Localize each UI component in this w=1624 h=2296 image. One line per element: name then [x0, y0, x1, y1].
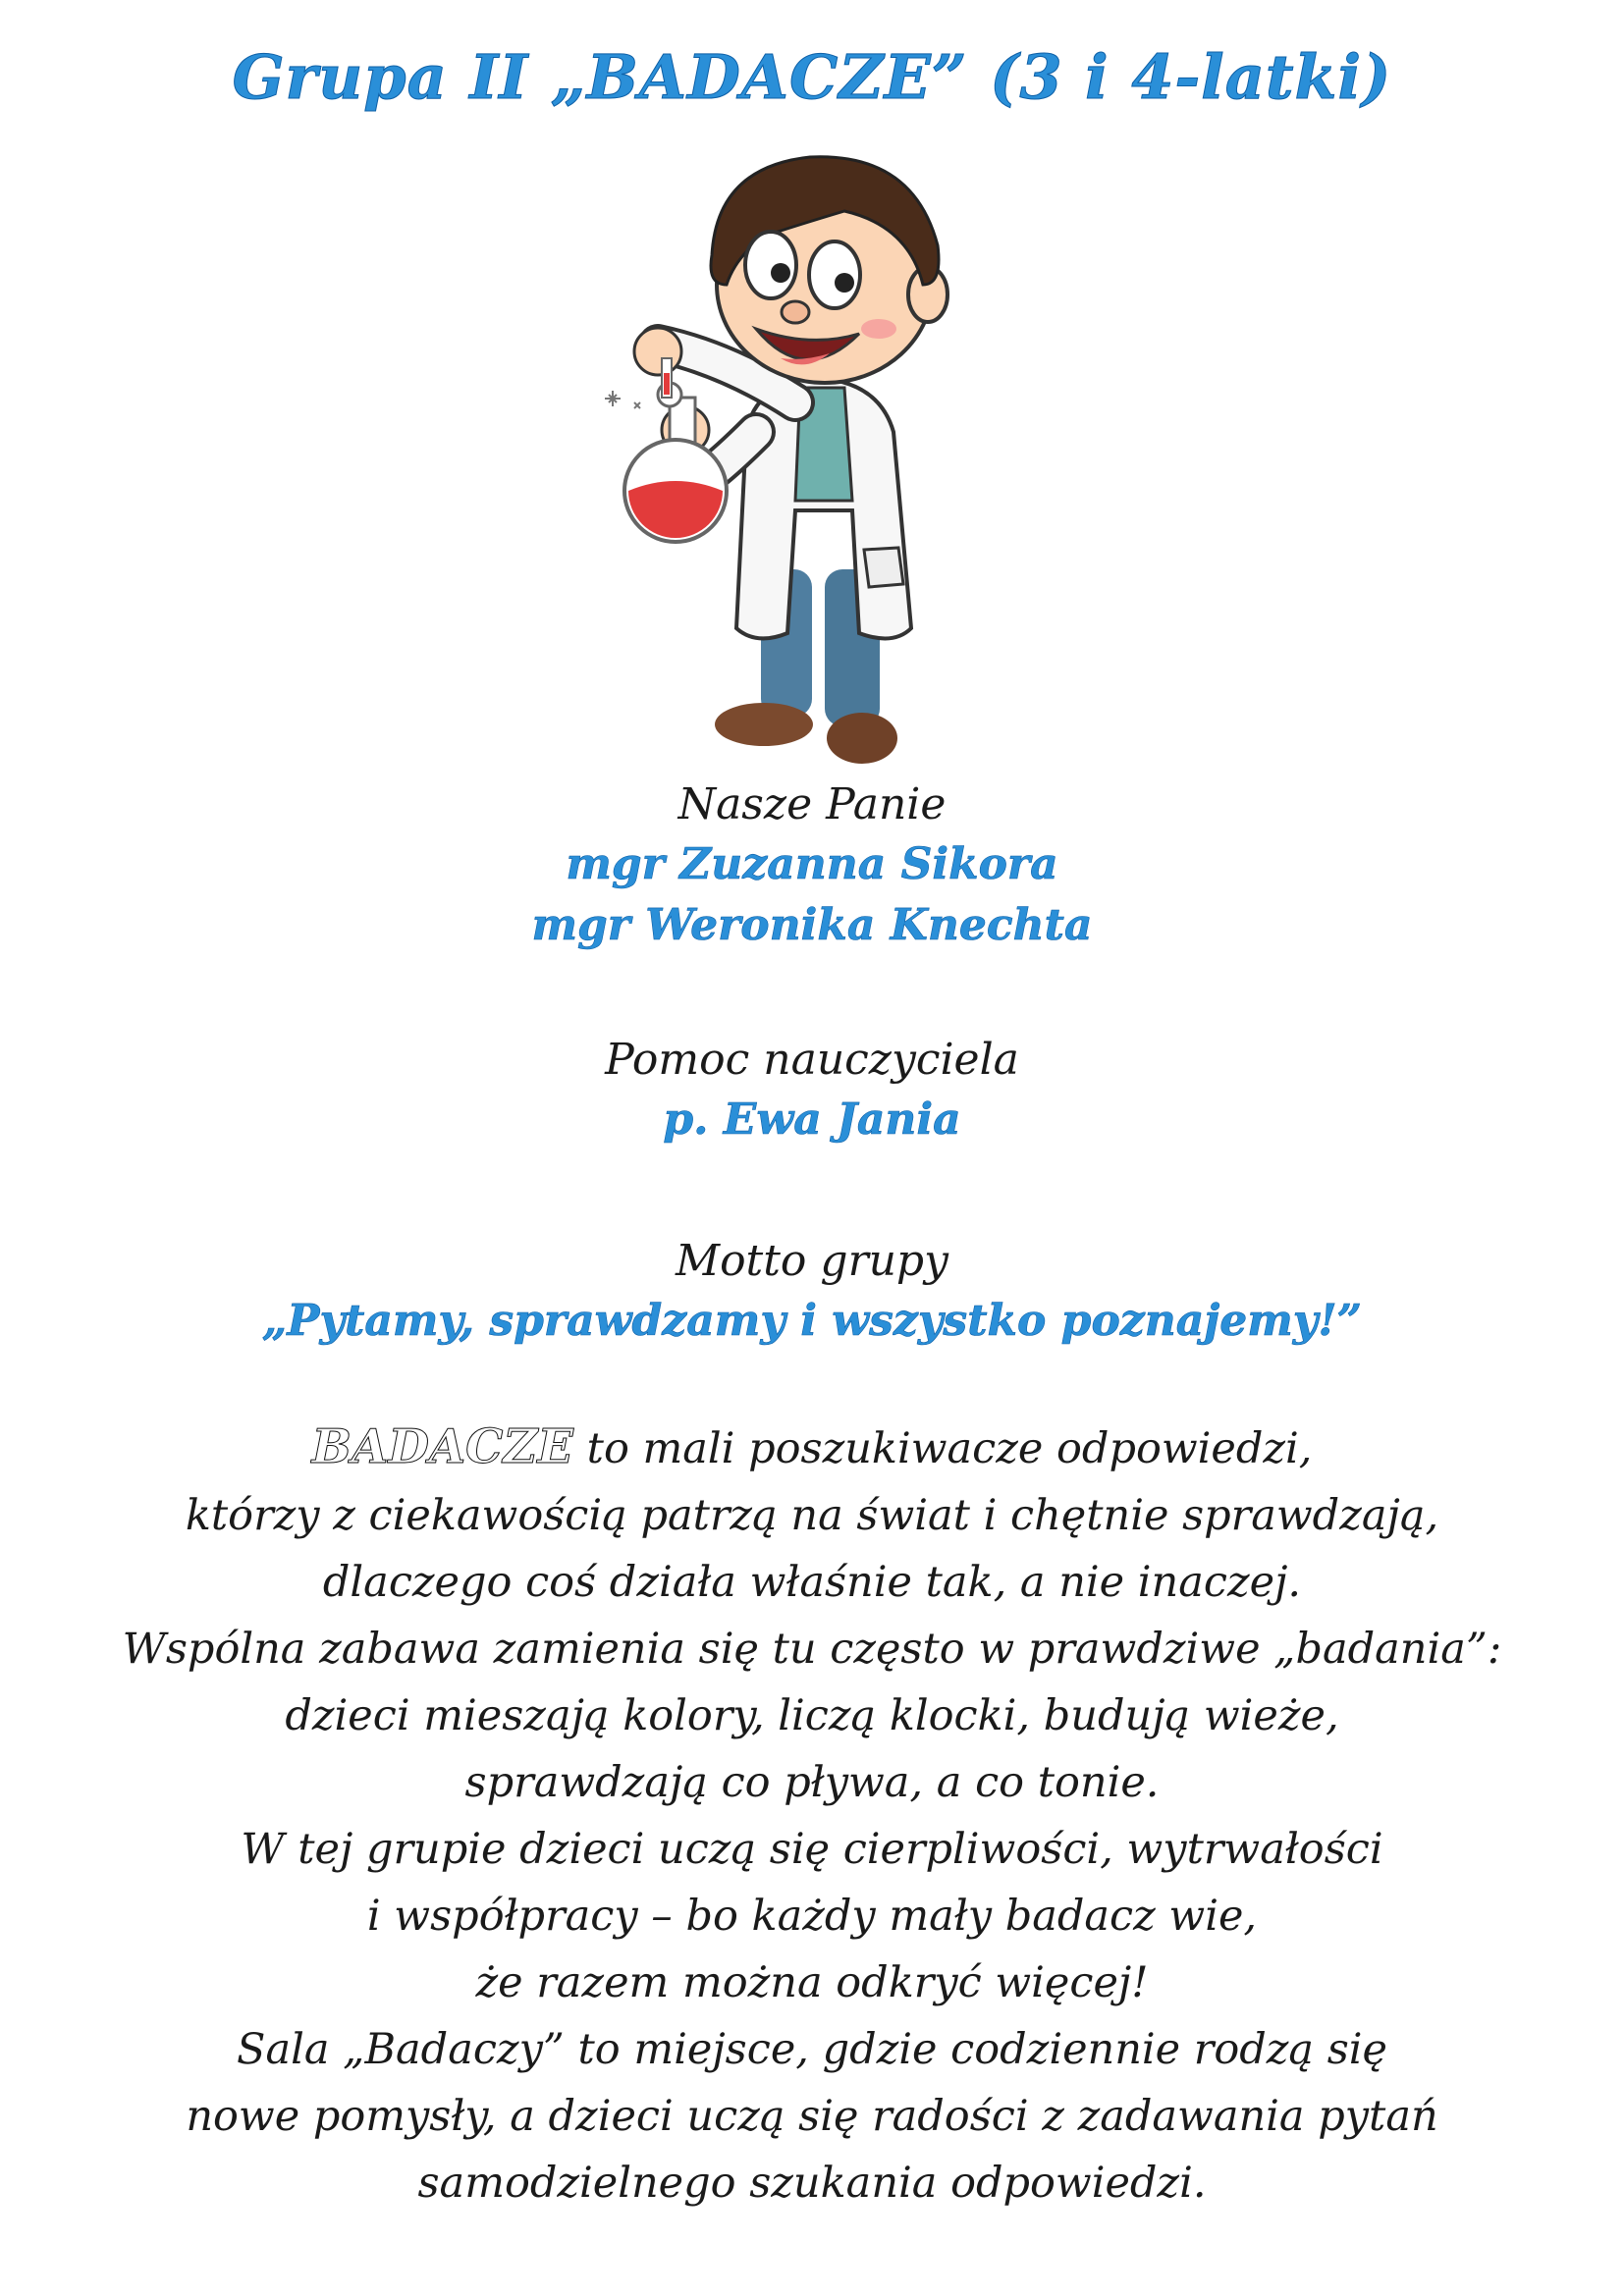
group-description [59, 1414, 1565, 2216]
description-line: sprawdzają co pływa, a co tonie. [464, 1758, 1160, 1807]
assistant-section [0, 1031, 1624, 1150]
teachers-label: Nasze Panie [677, 779, 947, 829]
description-line: Sala „Badaczy” to miejsce, gdzie codziennie rodzą się [237, 2025, 1387, 2074]
motto-section [0, 1232, 1624, 1352]
teachers-section [0, 775, 1624, 956]
motto-label: Motto grupy [676, 1236, 948, 1286]
description-line: i współpracy – bo każdy mały badacz wie, [366, 1892, 1258, 1941]
description-line: że razem można odkryć więcej! [475, 1958, 1149, 2007]
teacher-name: mgr Zuzanna Sikora [566, 839, 1058, 889]
teacher-name: mgr Weronika Knechta [531, 900, 1093, 950]
description-first-line: to mali poszukiwacze odpowiedzi, [573, 1424, 1313, 1473]
motto-text: „Pytamy, sprawdzamy i wszystko poznajemy!” [262, 1296, 1362, 1346]
description-line [59, 1414, 1565, 1482]
group-name-emphasis: BADACZE [311, 1419, 574, 1474]
description-line: dzieci mieszają kolory, liczą klocki, budują wieże, [285, 1691, 1339, 1740]
boy-scientist-illustration [599, 137, 1021, 766]
description-line: nowe pomysły, a dzieci uczą się radości z zadawania pytań [186, 2092, 1438, 2141]
description-line: Wspólna zabawa zamienia się tu często w prawdziwe „badania”: [122, 1625, 1502, 1674]
description-line: którzy z ciekawością patrzą na świat i chętnie sprawdzają, [185, 1491, 1439, 1540]
description-line: samodzielnego szukania odpowiedzi. [417, 2159, 1207, 2208]
assistant-name: p. Ewa Jania [663, 1095, 961, 1145]
description-line: W tej grupie dzieci uczą się cierpliwości, wytrwałości [241, 1825, 1383, 1874]
page-title: Grupa II „BADACZE” (3 i 4-latki) [232, 41, 1392, 113]
description-line: dlaczego coś działa właśnie tak, a nie inaczej. [322, 1558, 1302, 1607]
assistant-label: Pomoc nauczyciela [605, 1035, 1019, 1085]
